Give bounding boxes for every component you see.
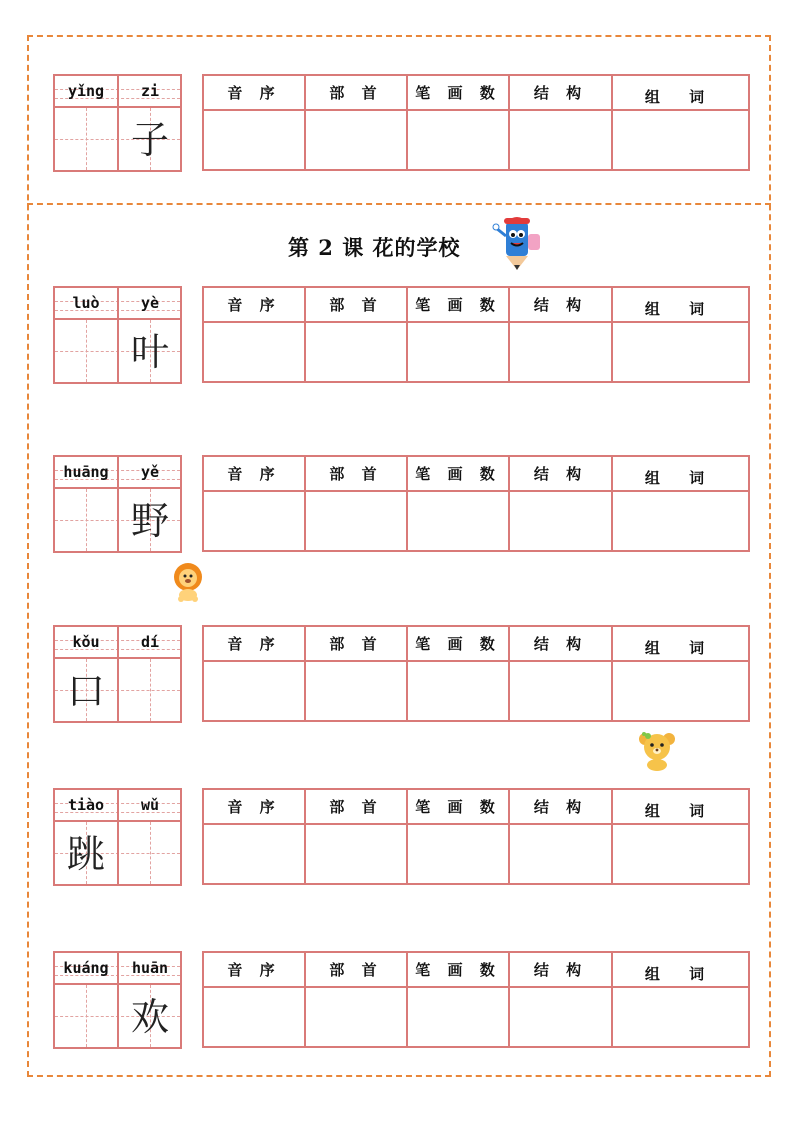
- answer-cell[interactable]: [204, 825, 306, 883]
- info-table: [202, 625, 750, 722]
- info-table: [202, 455, 750, 552]
- char-row: [0, 625, 793, 725]
- answer-cell[interactable]: [510, 323, 613, 381]
- header-zuci: 组 词: [613, 76, 748, 111]
- answer-cell[interactable]: [613, 988, 748, 1046]
- hanzi-left: [55, 987, 117, 1049]
- pinyin-right: dí: [140, 633, 160, 651]
- header-zuci: 组 词: [613, 288, 748, 323]
- info-table: [202, 286, 750, 383]
- header-bushou: 部 首: [306, 627, 408, 662]
- header-jiegou: 结 构: [510, 953, 613, 988]
- answer-cell[interactable]: [306, 988, 408, 1046]
- header-yinxu: 音 序: [204, 288, 306, 323]
- answer-cell[interactable]: [510, 988, 613, 1046]
- pinyin-right: yě: [140, 463, 160, 481]
- header-zuci: 组 词: [613, 953, 748, 988]
- char-row: [0, 286, 793, 386]
- pinyin-left: yǐng: [67, 82, 105, 100]
- char-box: [53, 286, 182, 384]
- answer-cell[interactable]: [510, 825, 613, 883]
- header-yinxu: 音 序: [204, 790, 306, 825]
- answer-cell[interactable]: [613, 662, 748, 720]
- header-jiegou: 结 构: [510, 76, 613, 111]
- header-bushou: 部 首: [306, 953, 408, 988]
- header-yinxu: 音 序: [204, 627, 306, 662]
- pinyin-left: kǒu: [72, 633, 100, 651]
- pinyin-right: huān: [131, 959, 169, 977]
- answer-cell[interactable]: [306, 662, 408, 720]
- pinyin-right: yè: [140, 294, 160, 312]
- header-jiegou: 结 构: [510, 288, 613, 323]
- header-bihuashu: 笔 画 数: [408, 953, 510, 988]
- header-yinxu: 音 序: [204, 457, 306, 492]
- answer-cell[interactable]: [613, 492, 748, 550]
- hanzi-right: 野: [130, 499, 169, 543]
- header-bihuashu: 笔 画 数: [408, 790, 510, 825]
- header-bihuashu: 笔 画 数: [408, 457, 510, 492]
- pinyin-right: zi: [140, 82, 160, 100]
- bear-mascot-icon: [636, 730, 680, 772]
- header-bushou: 部 首: [306, 76, 408, 111]
- header-yinxu: 音 序: [204, 953, 306, 988]
- answer-cell[interactable]: [510, 662, 613, 720]
- char-box: [53, 788, 182, 886]
- answer-cell[interactable]: [204, 323, 306, 381]
- header-jiegou: 结 构: [510, 627, 613, 662]
- header-zuci: 组 词: [613, 790, 748, 825]
- char-row: [0, 788, 793, 888]
- hanzi-right: [119, 661, 181, 723]
- header-yinxu: 音 序: [204, 76, 306, 111]
- answer-cell[interactable]: [408, 111, 510, 169]
- hanzi-left: [55, 491, 117, 553]
- header-bushou: 部 首: [306, 790, 408, 825]
- hanzi-left: [55, 322, 117, 384]
- answer-cell[interactable]: [613, 111, 748, 169]
- answer-cell[interactable]: [204, 492, 306, 550]
- answer-cell[interactable]: [408, 662, 510, 720]
- answer-cell[interactable]: [510, 111, 613, 169]
- answer-cell[interactable]: [306, 492, 408, 550]
- header-bushou: 部 首: [306, 457, 408, 492]
- hanzi-right: 欢: [130, 995, 169, 1039]
- header-bihuashu: 笔 画 数: [408, 288, 510, 323]
- hanzi-right: 子: [130, 118, 169, 162]
- char-row: [0, 74, 793, 174]
- char-box: [53, 455, 182, 553]
- answer-cell[interactable]: [204, 111, 306, 169]
- header-bihuashu: 笔 画 数: [408, 627, 510, 662]
- answer-cell[interactable]: [613, 323, 748, 381]
- hanzi-right: [119, 824, 181, 886]
- header-zuci: 组 词: [613, 627, 748, 662]
- char-box: [53, 951, 182, 1049]
- section-divider: [27, 203, 771, 205]
- hanzi-left: 口: [66, 669, 105, 713]
- char-box: [53, 625, 182, 723]
- answer-cell[interactable]: [204, 662, 306, 720]
- header-zuci: 组 词: [613, 457, 748, 492]
- char-row: [0, 455, 793, 555]
- answer-cell[interactable]: [408, 323, 510, 381]
- hanzi-left: 跳: [66, 832, 105, 876]
- pinyin-left: tiào: [67, 796, 105, 814]
- pinyin-left: kuáng: [63, 959, 109, 977]
- char-box: [53, 74, 182, 172]
- answer-cell[interactable]: [408, 492, 510, 550]
- pinyin-left: luò: [72, 294, 100, 312]
- pencil-mascot-icon: [492, 212, 544, 272]
- answer-cell[interactable]: [306, 323, 408, 381]
- lion-mascot-icon: [170, 562, 206, 602]
- answer-cell[interactable]: [306, 825, 408, 883]
- answer-cell[interactable]: [408, 988, 510, 1046]
- info-table: [202, 74, 750, 171]
- answer-cell[interactable]: [510, 492, 613, 550]
- answer-cell[interactable]: [306, 111, 408, 169]
- header-jiegou: 结 构: [510, 457, 613, 492]
- pinyin-left: huāng: [63, 463, 109, 481]
- answer-cell[interactable]: [613, 825, 748, 883]
- lesson-title: 第 2 课 花的学校: [288, 235, 461, 260]
- char-row: [0, 951, 793, 1051]
- page-frame: [27, 35, 771, 1077]
- info-table: [202, 788, 750, 885]
- answer-cell[interactable]: [408, 825, 510, 883]
- header-bihuashu: 笔 画 数: [408, 76, 510, 111]
- hanzi-left: [55, 110, 117, 172]
- pinyin-right: wǔ: [140, 796, 160, 814]
- info-table: [202, 951, 750, 1048]
- header-bushou: 部 首: [306, 288, 408, 323]
- header-jiegou: 结 构: [510, 790, 613, 825]
- hanzi-right: 叶: [130, 330, 169, 374]
- answer-cell[interactable]: [204, 988, 306, 1046]
